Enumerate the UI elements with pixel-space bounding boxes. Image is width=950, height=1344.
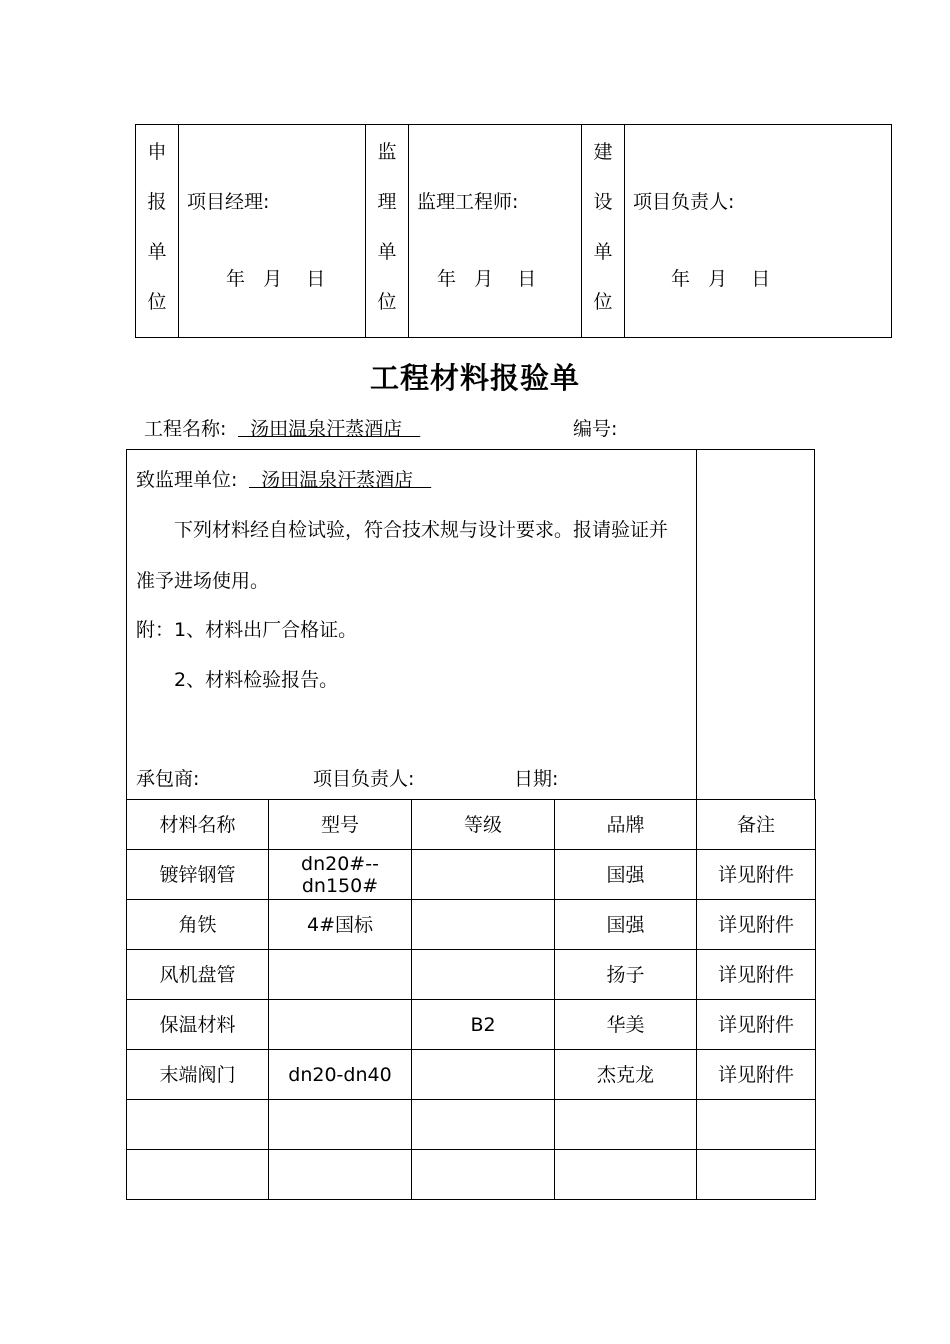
responsible-person-label: 项目负责人: xyxy=(313,768,415,790)
cell-material-name: 角铁 xyxy=(127,900,269,950)
cell-material-name: 镀锌钢管 xyxy=(127,850,269,900)
header-material-name: 材料名称 xyxy=(127,800,269,850)
materials-table xyxy=(126,799,816,1200)
cell-grade[interactable] xyxy=(412,1150,555,1200)
cell-brand: 杰克龙 xyxy=(555,1050,697,1100)
cell-brand[interactable] xyxy=(555,1100,697,1150)
cell-grade xyxy=(412,950,555,1000)
header-brand: 品牌 xyxy=(555,800,697,850)
page-title: 工程材料报验单 xyxy=(369,361,580,395)
supervisor-unit-label: 监 理 单 位 xyxy=(366,125,409,338)
cell-remarks[interactable] xyxy=(697,1100,816,1150)
number-label: 编号: xyxy=(573,418,618,440)
cell-grade xyxy=(412,1050,555,1100)
attachment-2: 2、材料检验报告。 xyxy=(174,669,339,691)
cell-remarks: 详见附件 xyxy=(697,1050,816,1100)
project-manager-label: 项目经理: xyxy=(187,191,270,213)
cell-remarks: 详见附件 xyxy=(697,850,816,900)
cell-material-name[interactable] xyxy=(127,1150,269,1200)
cell-remarks: 详见附件 xyxy=(697,900,816,950)
project-name-label: 工程名称: xyxy=(144,418,227,440)
owner-date-line: 年 月 日 xyxy=(671,268,771,290)
cell-model xyxy=(269,1000,412,1050)
table-row xyxy=(127,1000,816,1050)
cell-brand: 国强 xyxy=(555,850,697,900)
cell-model xyxy=(269,950,412,1000)
owner-unit-label: 建 设 单 位 xyxy=(582,125,625,338)
declaration-line-2: 准予进场使用。 xyxy=(136,570,270,592)
cell-model: dn20-dn40 xyxy=(269,1050,412,1100)
project-name-value[interactable]: 汤田温泉汗蒸酒店 xyxy=(238,418,421,440)
table-row xyxy=(127,900,816,950)
declaration-line-1: 下列材料经自检试验，符合技术规与设计要求。报请验证并 xyxy=(174,519,669,541)
cell-grade xyxy=(412,850,555,900)
cell-material-name[interactable] xyxy=(127,1100,269,1150)
applicant-signature-cell[interactable] xyxy=(179,125,366,338)
applicant-date-line: 年 月 日 xyxy=(226,268,326,290)
table-row xyxy=(127,950,816,1000)
supervisor-date-line: 年 月 日 xyxy=(437,268,537,290)
cell-remarks: 详见附件 xyxy=(697,1000,816,1050)
header-remarks: 备注 xyxy=(697,800,816,850)
cell-material-name: 末端阀门 xyxy=(127,1050,269,1100)
cell-material-name: 风机盘管 xyxy=(127,950,269,1000)
cell-remarks: 详见附件 xyxy=(697,950,816,1000)
cell-material-name: 保温材料 xyxy=(127,1000,269,1050)
applicant-unit-label: 申 报 单 位 xyxy=(136,125,179,338)
table-row xyxy=(127,1050,816,1100)
cell-brand: 华美 xyxy=(555,1000,697,1050)
table-row xyxy=(127,1150,816,1200)
header-model: 型号 xyxy=(269,800,412,850)
signature-table xyxy=(135,124,892,338)
cell-brand: 扬子 xyxy=(555,950,697,1000)
cell-brand[interactable] xyxy=(555,1150,697,1200)
contractor-label: 承包商: xyxy=(136,768,200,790)
cell-remarks[interactable] xyxy=(697,1150,816,1200)
to-supervisor-label: 致监理单位: xyxy=(136,469,238,491)
cell-model: 4#国标 xyxy=(269,900,412,950)
cell-model[interactable] xyxy=(269,1150,412,1200)
header-grade: 等级 xyxy=(412,800,555,850)
cell-grade[interactable] xyxy=(412,1100,555,1150)
cell-grade: B2 xyxy=(412,1000,555,1050)
supervisor-signature-cell[interactable] xyxy=(409,125,582,338)
attachment-1: 附：1、材料出厂合格证。 xyxy=(136,619,358,641)
owner-signature-cell[interactable] xyxy=(625,125,892,338)
cell-model[interactable] xyxy=(269,1100,412,1150)
table-row xyxy=(127,1100,816,1150)
date-label: 日期: xyxy=(514,768,559,790)
cell-grade xyxy=(412,900,555,950)
box-divider xyxy=(696,449,697,799)
to-supervisor-value[interactable]: 汤田温泉汗蒸酒店 xyxy=(249,469,432,491)
table-header-row xyxy=(127,800,816,850)
cell-brand: 国强 xyxy=(555,900,697,950)
supervising-engineer-label: 监理工程师: xyxy=(417,191,519,213)
cell-model: dn20#--dn150# xyxy=(269,850,412,900)
table-row xyxy=(127,850,816,900)
project-leader-label: 项目负责人: xyxy=(633,191,735,213)
